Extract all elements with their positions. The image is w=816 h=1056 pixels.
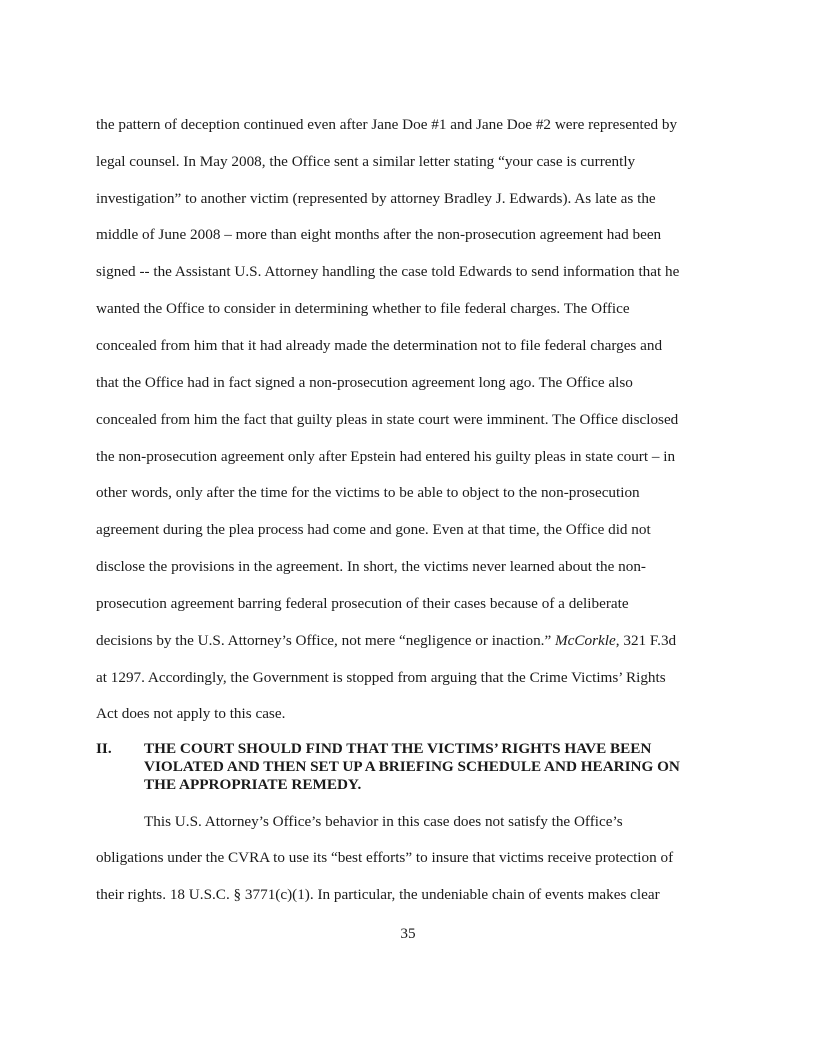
case-name-citation: McCorkle: [555, 632, 616, 649]
body-text-line: legal counsel. In May 2008, the Office sent a similar letter stating “your case is currently: [96, 153, 636, 170]
body-text-line: investigation” to another victim (represented by attorney Bradley J. Edwards). As late as the: [96, 190, 656, 207]
citation-text-pre: decisions by the U.S. Attorney’s Office, not mere “negligence or inaction.”: [96, 632, 556, 649]
section-heading-number: II.: [96, 740, 112, 757]
body-text-line: concealed from him the fact that guilty pleas in state court were imminent. The Office disclosed: [96, 411, 679, 428]
body-text-line: their rights. 18 U.S.C. § 3771(c)(1). In particular, the undeniable chain of events makes clear: [96, 886, 660, 903]
body-text-line: agreement during the plea process had come and gone. Even at that time, the Office did not: [96, 521, 651, 538]
body-text-line: the pattern of deception continued even after Jane Doe #1 and Jane Doe #2 were represented by: [96, 116, 678, 133]
body-text-line: that the Office had in fact signed a non-prosecution agreement long ago. The Office also: [96, 374, 633, 391]
citation-line: [96, 632, 676, 650]
section-heading-line: THE APPROPRIATE REMEDY.: [144, 776, 362, 793]
body-text-line: wanted the Office to consider in determining whether to file federal charges. The Office: [96, 300, 630, 317]
body-text-line: at 1297. Accordingly, the Government is stopped from arguing that the Crime Victims’ Rights: [96, 669, 666, 686]
body-text-line: This U.S. Attorney’s Office’s behavior in this case does not satisfy the Office’s: [144, 813, 623, 830]
section-heading-line: VIOLATED AND THEN SET UP A BRIEFING SCHEDULE AND HEARING ON: [144, 758, 680, 775]
citation-text-post: , 321 F.3d: [615, 632, 677, 649]
body-text-line: disclose the provisions in the agreement. In short, the victims never learned about the non-: [96, 558, 646, 575]
section-heading-line: THE COURT SHOULD FIND THAT THE VICTIMS’ RIGHTS HAVE BEEN: [144, 740, 652, 757]
body-text-line: signed -- the Assistant U.S. Attorney handling the case told Edwards to send information that he: [96, 263, 680, 280]
body-text-line: concealed from him that it had already made the determination not to file federal charges and: [96, 337, 663, 354]
body-text-line: obligations under the CVRA to use its “best efforts” to insure that victims receive protection of: [96, 849, 674, 866]
body-text-line: the non-prosecution agreement only after Epstein had entered his guilty pleas in state court – in: [96, 448, 676, 465]
body-text-line: other words, only after the time for the victims to be able to object to the non-prosecution: [96, 484, 640, 501]
page-number: 35: [400, 925, 416, 942]
body-text-line: Act does not apply to this case.: [96, 705, 286, 722]
body-text-line: prosecution agreement barring federal prosecution of their cases because of a deliberate: [96, 595, 629, 612]
body-text-line: middle of June 2008 – more than eight months after the non-prosecution agreement had been: [96, 226, 662, 243]
